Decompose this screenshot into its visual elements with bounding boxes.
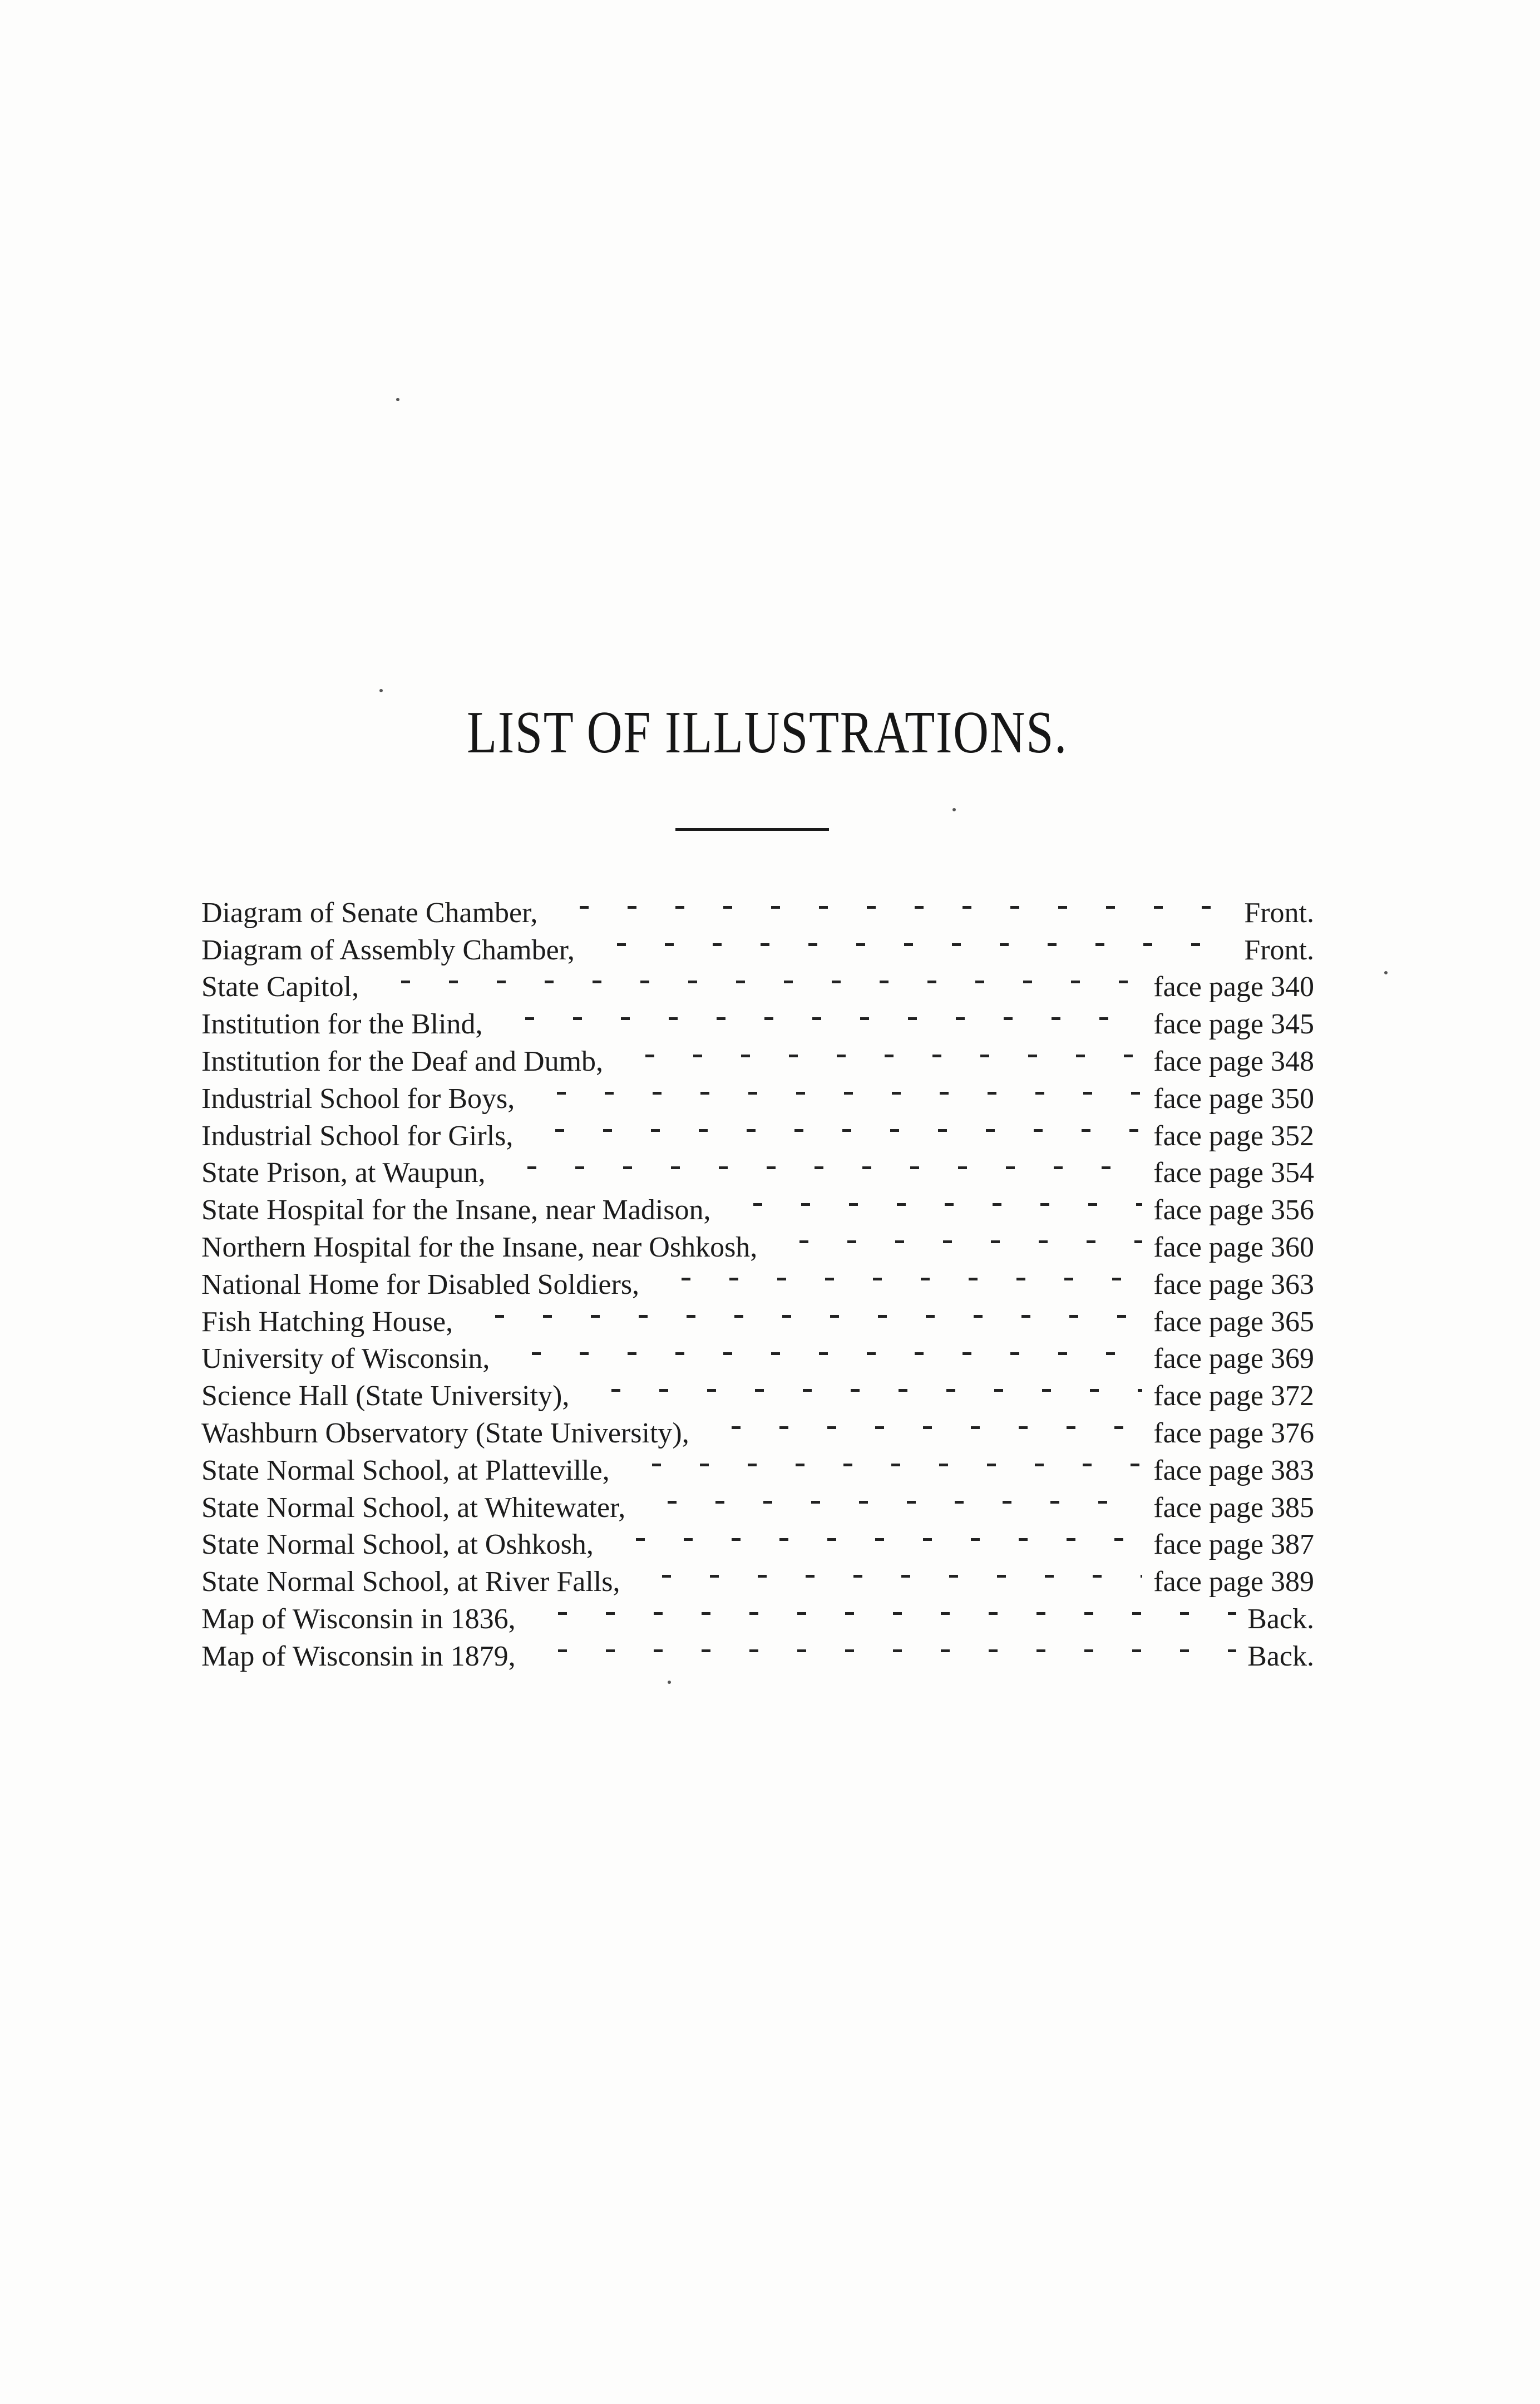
entry-page-ref: face page 354: [1153, 1157, 1314, 1189]
entry-page-ref: Front.: [1244, 934, 1314, 966]
entry-page-ref: face page 369: [1153, 1343, 1314, 1375]
entry-title: Diagram of Senate Chamber,: [201, 896, 538, 929]
scan-speck: [952, 808, 956, 811]
entry-title: State Normal School, at River Falls,: [201, 1566, 620, 1598]
illustrations-list: [201, 885, 1314, 1672]
entry-page-ref: face page 363: [1153, 1268, 1314, 1300]
dot-leader: [650, 1257, 1142, 1294]
list-item: [201, 996, 1314, 1041]
entry-title: Institution for the Deaf and Dumb,: [201, 1045, 604, 1077]
scan-speck: [668, 1681, 671, 1684]
dot-leader: [464, 1294, 1142, 1331]
entry-page-ref: face page 389: [1153, 1566, 1314, 1598]
dot-leader: [580, 1368, 1142, 1405]
entry-title: Industrial School for Boys,: [201, 1082, 515, 1115]
entry-page-ref: Back.: [1247, 1603, 1314, 1635]
entry-title: Map of Wisconsin in 1836,: [201, 1603, 516, 1635]
entry-page-ref: Front.: [1244, 896, 1314, 929]
entry-title: National Home for Disabled Soldiers,: [201, 1268, 640, 1300]
dot-leader: [370, 959, 1142, 997]
entry-title: University of Wisconsin,: [201, 1343, 490, 1375]
entry-title: Northern Hospital for the Insane, near Oshkosh,: [201, 1231, 758, 1263]
entry-page-ref: face page 385: [1153, 1491, 1314, 1524]
entry-title: State Prison, at Waupun,: [201, 1157, 486, 1189]
dot-leader: [496, 1145, 1142, 1183]
entry-page-ref: face page 383: [1153, 1454, 1314, 1486]
entry-title: State Normal School, at Platteville,: [201, 1454, 610, 1486]
entry-page-ref: face page 376: [1153, 1417, 1314, 1449]
entry-page-ref: face page 360: [1153, 1231, 1314, 1263]
entry-page-ref: Back.: [1247, 1640, 1314, 1672]
entry-title: Diagram of Assembly Chamber,: [201, 934, 575, 966]
dot-leader: [722, 1182, 1143, 1219]
entry-page-ref: face page 340: [1153, 971, 1314, 1003]
entry-page-ref: face page 350: [1153, 1082, 1314, 1115]
dot-leader: [614, 1033, 1142, 1071]
entry-title: Washburn Observatory (State University),: [201, 1417, 689, 1449]
entry-title: Map of Wisconsin in 1879,: [201, 1640, 516, 1672]
dot-leader: [494, 996, 1143, 1033]
entry-page-ref: face page 387: [1153, 1529, 1314, 1561]
list-item: [201, 885, 1314, 929]
dot-leader: [636, 1480, 1142, 1517]
scan-speck: [1384, 971, 1388, 974]
dot-leader: [527, 1591, 1237, 1628]
entry-title: Industrial School for Girls,: [201, 1120, 514, 1152]
dot-leader: [621, 1442, 1143, 1480]
entry-title: Science Hall (State University),: [201, 1380, 570, 1412]
entry-page-ref: face page 345: [1153, 1008, 1314, 1041]
dot-leader: [549, 885, 1233, 922]
dot-leader: [586, 922, 1233, 959]
dot-leader: [527, 1628, 1237, 1666]
entry-title: State Normal School, at Whitewater,: [201, 1491, 626, 1524]
page-heading: LIST OF ILLUSTRATIONS.: [466, 699, 1068, 766]
heading-rule: [675, 828, 829, 831]
scan-speck: [379, 689, 383, 692]
entry-page-ref: face page 372: [1153, 1380, 1314, 1412]
dot-leader: [524, 1108, 1142, 1145]
entry-page-ref: face page 348: [1153, 1045, 1314, 1077]
entry-title: Institution for the Blind,: [201, 1008, 483, 1041]
dot-leader: [605, 1517, 1142, 1554]
dot-leader: [700, 1405, 1143, 1442]
entry-title: State Normal School, at Oshkosh,: [201, 1529, 594, 1561]
entry-title: Fish Hatching House,: [201, 1306, 453, 1338]
dot-leader: [501, 1331, 1142, 1368]
dot-leader: [526, 1071, 1142, 1108]
entry-page-ref: face page 356: [1153, 1194, 1314, 1226]
scan-speck: [396, 398, 399, 401]
dot-leader: [631, 1554, 1142, 1591]
dot-leader: [768, 1219, 1142, 1257]
entry-title: State Capitol,: [201, 971, 359, 1003]
entry-page-ref: face page 352: [1153, 1120, 1314, 1152]
entry-title: State Hospital for the Insane, near Madison,: [201, 1194, 711, 1226]
entry-page-ref: face page 365: [1153, 1306, 1314, 1338]
